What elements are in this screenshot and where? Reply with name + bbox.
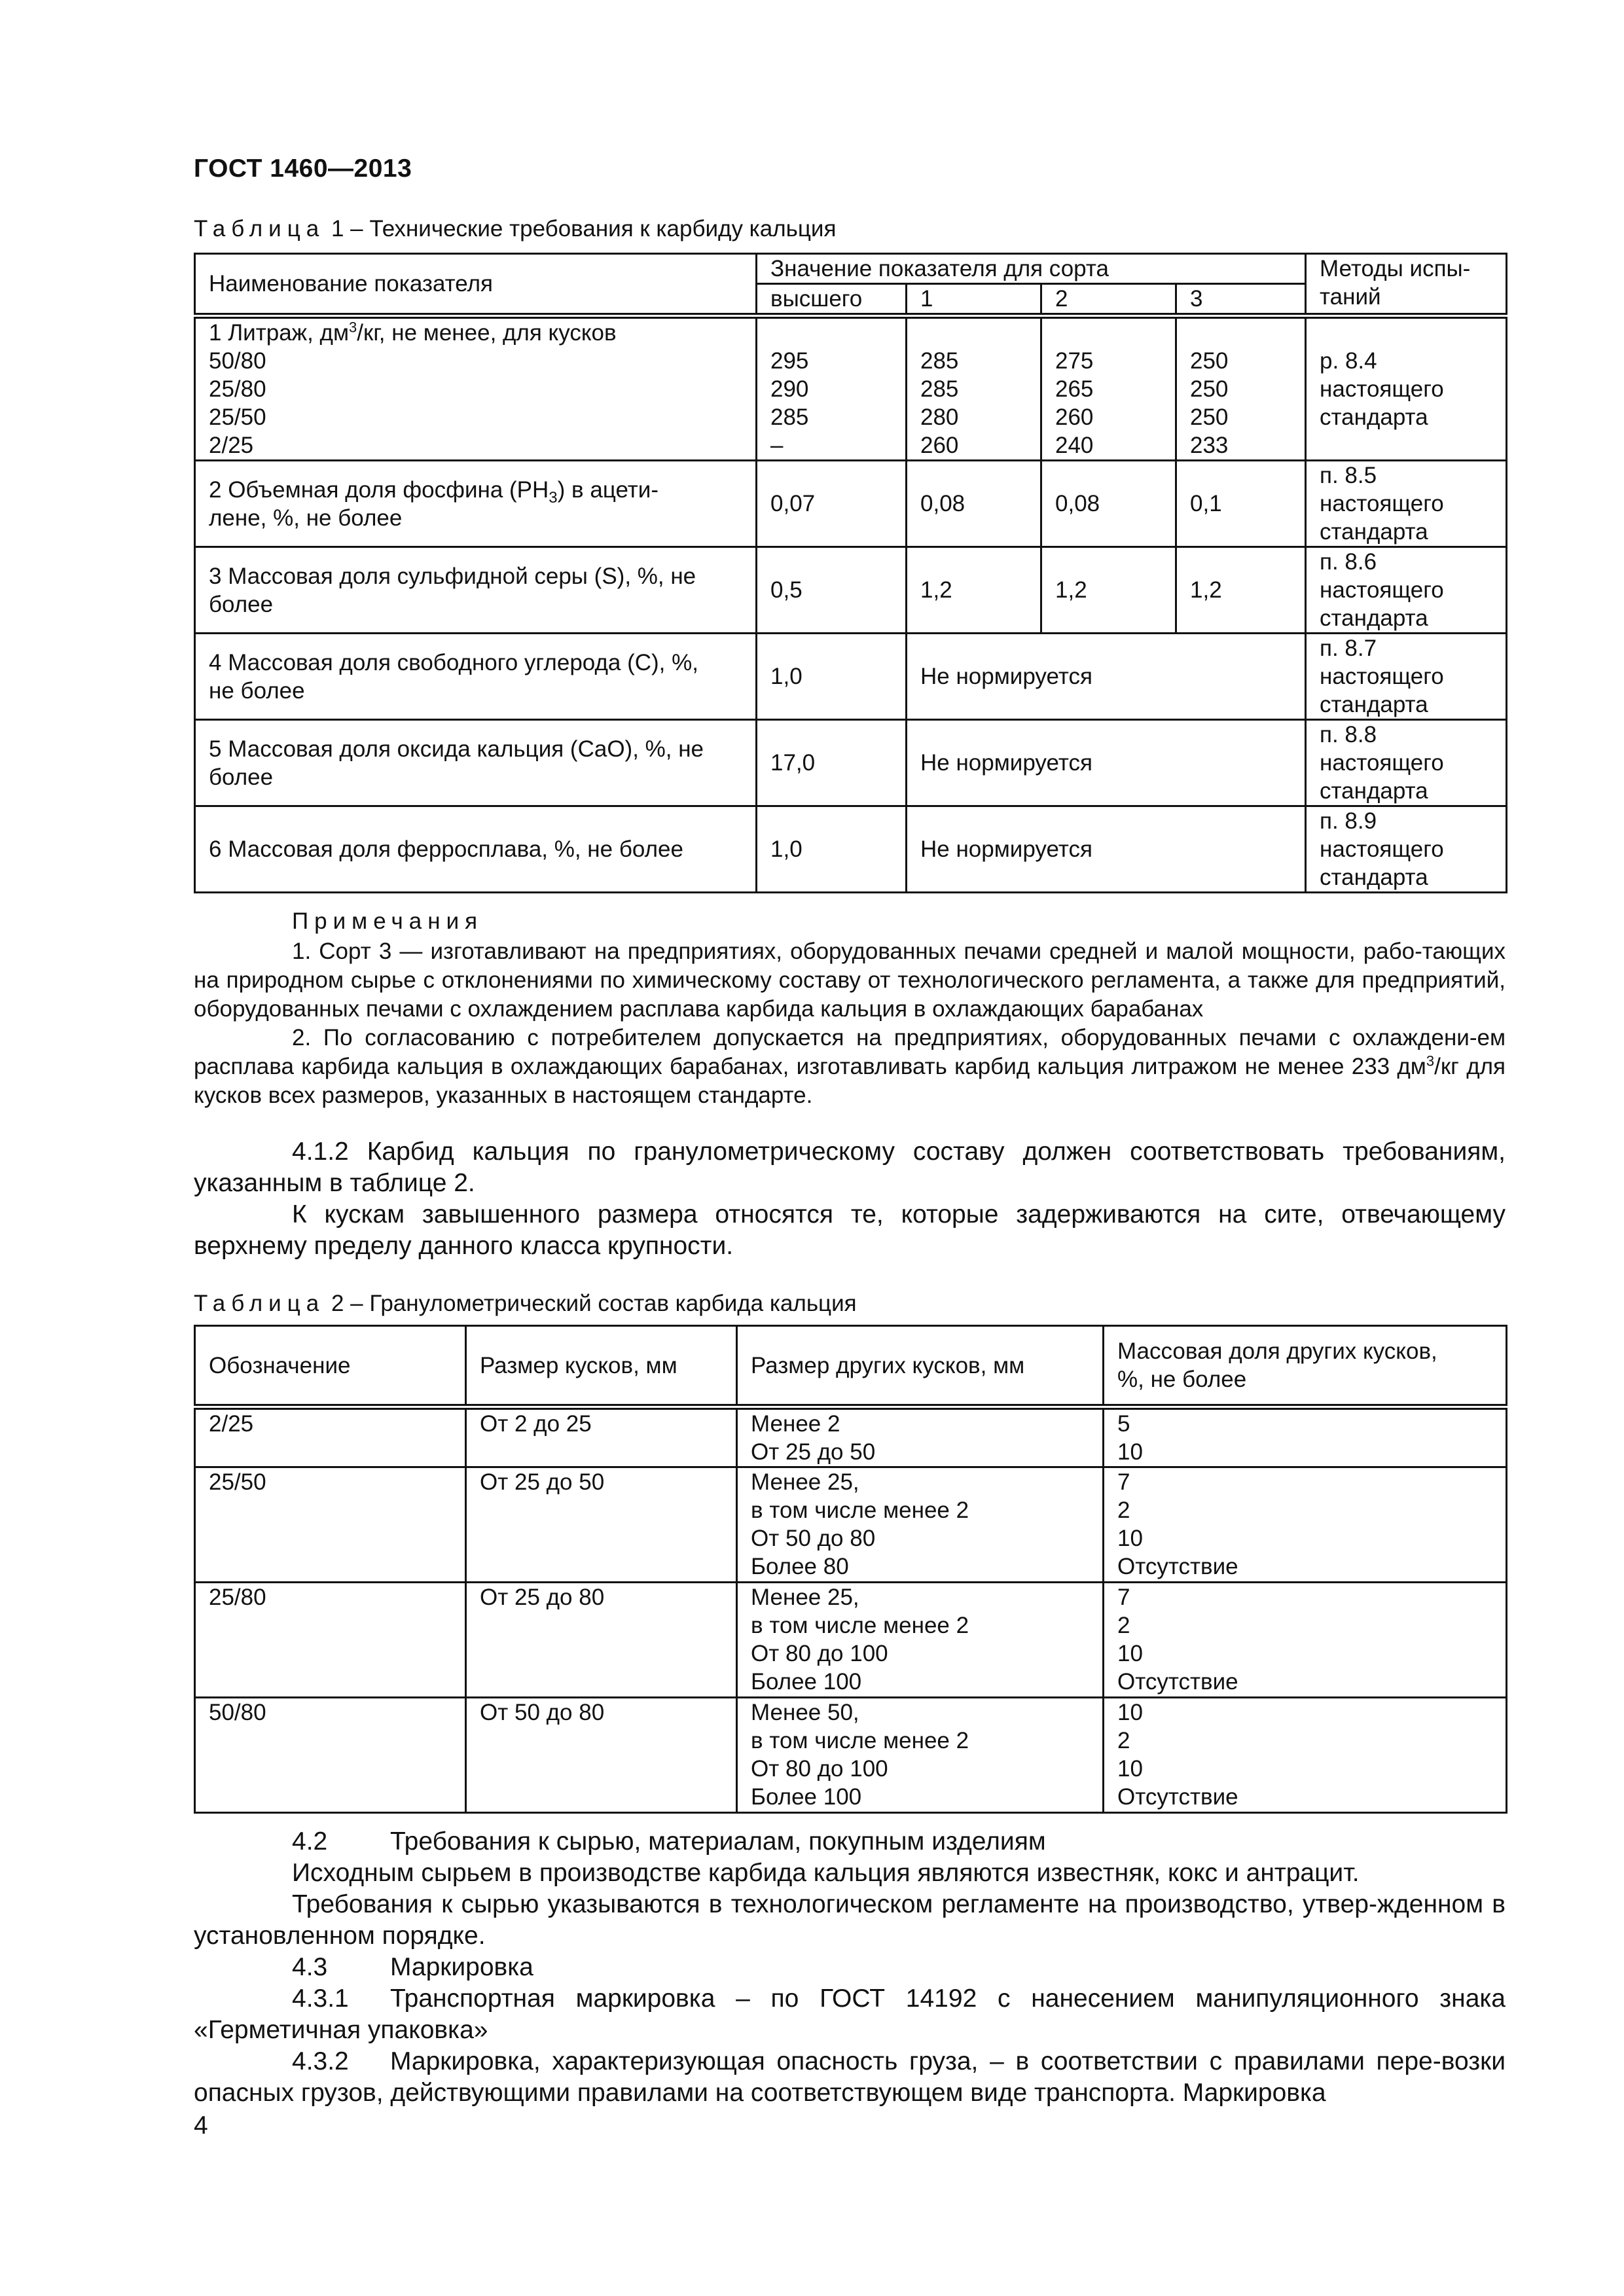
section-4-3-2: 4.3.2 Маркировка, характеризующая опасность груза, – в соответствии с правилами пере-возки опасных грузов, действующими правилами на соответствующем виде транспорта. Маркировка xyxy=(194,2047,1506,2107)
table1-cell: 0,1 xyxy=(1176,461,1306,547)
table-row xyxy=(195,1467,1507,1583)
table1-header-grade: 1 xyxy=(907,284,1041,316)
table1-row-name: 5 Массовая доля оксида кальция (CaO), %, не более xyxy=(195,720,757,806)
note-1: 1. Сорт 3 — изготавливают на предприятиях, оборудованных печами средней и малой мощности, рабо-тающих на природном сырье с отклонениями по химическому составу от технологического регламента, а также для предприятий, оборудованных печами с охлаждением расплава карбида кальция в охлаждающих барабанах xyxy=(194,939,1506,1022)
table2-mass: 10 2 10 Отсутствие xyxy=(1104,1698,1507,1813)
table1-cell: 1,2 xyxy=(907,547,1041,634)
section-4-2-heading xyxy=(194,1826,1506,1857)
table2-code: 50/80 xyxy=(195,1698,466,1813)
table2-code: 25/50 xyxy=(195,1467,466,1583)
table2-caption-text: 2 – Гранулометрический состав карбида кальция xyxy=(331,1291,857,1316)
table-row xyxy=(195,806,1507,893)
table1-row-name: 1 Литраж, $дм^3/кг$, не менее, для кусков 50/80 25/80 25/50 2/25 xyxy=(195,316,757,461)
table1-header-grade: 3 xyxy=(1176,284,1306,316)
table1-cell: 0,07 xyxy=(757,461,907,547)
section-number: 4.3.2 xyxy=(292,2047,349,2075)
paragraph-oversize: К кускам завышенного размера относятся те, которые задерживаются на сите, отвечающему верхнему пределу данного класса крупности. xyxy=(194,1200,1506,1260)
table1-row-name: 3 Массовая доля сульфидной серы (S), %, не более xyxy=(195,547,757,634)
section-title: Маркировка xyxy=(390,1953,533,1981)
section-4-3-1: 4.3.1 Транспортная маркировка – по ГОСТ 14192 с нанесением манипуляционного знака «Герметичная упаковка» xyxy=(194,1984,1506,2044)
table1-row-name: 6 Массовая доля ферросплава, %, не более xyxy=(195,806,757,893)
table-row xyxy=(195,1407,1507,1467)
table2-header-row xyxy=(195,1326,1507,1407)
table-row xyxy=(195,1583,1507,1698)
table1-header-grade: 2 xyxy=(1041,284,1176,316)
table1-cell: 285 285 280 260 xyxy=(907,316,1041,461)
table1-caption-text: 1 – Технические требования к карбиду кальция xyxy=(331,216,837,242)
table2-size: От 25 до 50 xyxy=(466,1467,737,1583)
table1-header-methods: Методы испы- таний xyxy=(1306,254,1507,316)
table2-mass: 7 2 10 Отсутствие xyxy=(1104,1583,1507,1698)
table2-size: От 50 до 80 xyxy=(466,1698,737,1813)
table1-caption xyxy=(194,216,836,242)
table1-cell: 1,2 xyxy=(1176,547,1306,634)
table-row xyxy=(195,547,1507,634)
table1-cell: 1,0 xyxy=(757,634,907,720)
page-number: 4 xyxy=(194,2111,208,2140)
table1-cell: 1,0 xyxy=(757,806,907,893)
section-number: 4.2 xyxy=(292,1827,328,1856)
table1 xyxy=(194,253,1507,893)
table2-caption xyxy=(194,1291,857,1317)
table1-row-name: 2 Объемная доля фосфина $(PH_3)$ в ацети- лене, %, не более xyxy=(195,461,757,547)
section-number: 4.3 xyxy=(292,1953,328,1981)
table2-mass: 7 2 10 Отсутствие xyxy=(1104,1467,1507,1583)
table1-header-row xyxy=(195,254,1507,284)
table2-caption-word: Таблица xyxy=(194,1291,325,1316)
table2-other: Менее 2 От 25 до 50 xyxy=(737,1407,1104,1467)
table1-method: п. 8.6 настоящего стандарта xyxy=(1306,547,1507,634)
table2-code: 2/25 xyxy=(195,1407,466,1467)
note-2: 2. По согласованию с потребителем допускается на предприятиях, оборудованных печами с охлаждени-ем расплава карбида кальция в охлаждающих барабанах, изготавливать карбид кальция литражом не менее 233 $дм^3/кг$ для кусков всех размеров, указанных в настоящем стандарте. xyxy=(194,1025,1506,1108)
table-row xyxy=(195,720,1507,806)
section-number: 4.3.1 xyxy=(292,1984,349,2013)
document-header: ГОСТ 1460—2013 xyxy=(194,154,412,183)
table1-cell: 295 290 285 – xyxy=(757,316,907,461)
table2-size: От 2 до 25 xyxy=(466,1407,737,1467)
table1-cell-merged: Не нормируется xyxy=(907,720,1306,806)
table-row xyxy=(195,461,1507,547)
table1-method: p. 8.4 настоящего стандарта xyxy=(1306,316,1507,461)
table1-cell: 250 250 250 233 xyxy=(1176,316,1306,461)
table2-mass: 5 10 xyxy=(1104,1407,1507,1467)
table1-cell: 0,08 xyxy=(1041,461,1176,547)
table1-method: п. 8.7 настоящего стандарта xyxy=(1306,634,1507,720)
table1-cell: 17,0 xyxy=(757,720,907,806)
table2-other: Менее 50, в том числе менее 2 От 80 до 100 Более 100 xyxy=(737,1698,1104,1813)
paragraph-4-1-2: 4.1.2 Карбид кальция по гранулометрическому составу должен соответствовать требованиям, указанным в таблице 2. xyxy=(194,1138,1506,1197)
table2-other: Менее 25, в том числе менее 2 От 50 до 80 Более 80 xyxy=(737,1467,1104,1583)
table1-caption-word: Таблица xyxy=(194,216,325,242)
table1-cell-merged: Не нормируется xyxy=(907,806,1306,893)
table2-header: Обозначение xyxy=(195,1326,466,1407)
table2 xyxy=(194,1325,1507,1814)
table1-cell: 0,5 xyxy=(757,547,907,634)
table2-header: Размер других кусков, мм xyxy=(737,1326,1104,1407)
table1-method: п. 8.9 настоящего стандарта xyxy=(1306,806,1507,893)
section-4-2-paragraph-2: Требования к сырью указываются в технологическом регламенте на производство, утвер-жденном в установленном порядке. xyxy=(194,1890,1506,1950)
table2-code: 25/80 xyxy=(195,1583,466,1698)
table2-size: От 25 до 80 xyxy=(466,1583,737,1698)
notes-title: Примечания xyxy=(292,908,484,934)
table1-row-name: 4 Массовая доля свободного углерода (С), %, не более xyxy=(195,634,757,720)
section-4-3-heading xyxy=(194,1952,1506,1983)
table1-cell: 275 265 260 240 xyxy=(1041,316,1176,461)
section-4-2-paragraph-1: Исходным сырьем в производстве карбида кальция являются известняк, кокс и антрацит. xyxy=(292,1859,1360,1887)
table1-header-name: Наименование показателя xyxy=(195,254,757,316)
table1-cell-merged: Не нормируется xyxy=(907,634,1306,720)
table-row xyxy=(195,316,1507,461)
table1-header-grade: высшего xyxy=(757,284,907,316)
table1-header-value-group: Значение показателя для сорта xyxy=(757,254,1306,284)
table1-method: п. 8.8 настоящего стандарта xyxy=(1306,720,1507,806)
table2-header: Размер кусков, мм xyxy=(466,1326,737,1407)
table-row xyxy=(195,1698,1507,1813)
table1-cell: 0,08 xyxy=(907,461,1041,547)
section-title: Требования к сырью, материалам, покупным изделиям xyxy=(390,1827,1046,1856)
table1-method: п. 8.5 настоящего стандарта xyxy=(1306,461,1507,547)
table2-header: Массовая доля других кусков, %, не более xyxy=(1104,1326,1507,1407)
table-row xyxy=(195,634,1507,720)
table1-cell: 1,2 xyxy=(1041,547,1176,634)
table2-other: Менее 25, в том числе менее 2 От 80 до 100 Более 100 xyxy=(737,1583,1104,1698)
